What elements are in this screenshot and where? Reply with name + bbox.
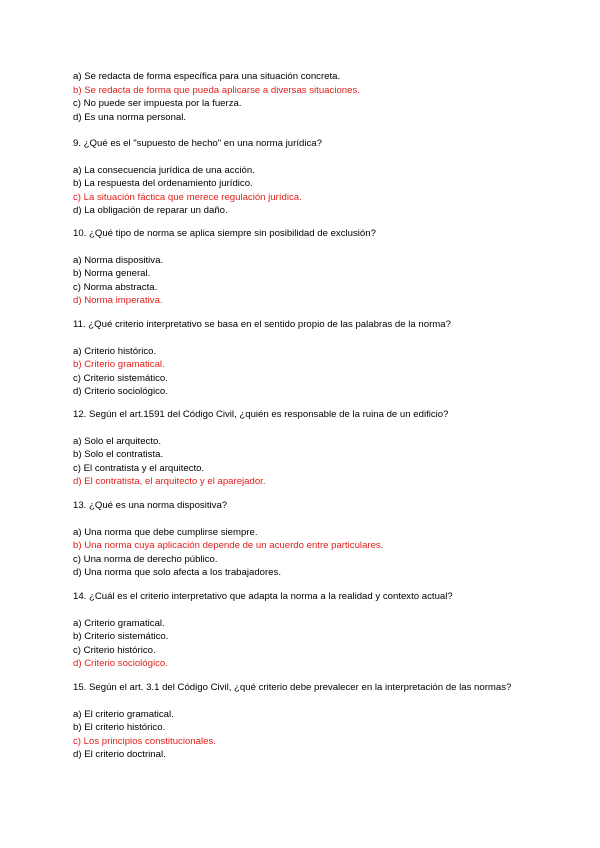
option-b: b) Solo el contratista. [73, 449, 164, 460]
option-c: c) El contratista y el arquitecto. [73, 462, 205, 474]
option-d: d) La obligación de reparar un daño. [73, 205, 228, 216]
option-d: d) El criterio doctrinal. [73, 749, 166, 760]
option-c: c) La situación fáctica que merece regulación jurídica. [73, 191, 302, 203]
intro-options [73, 70, 533, 124]
option-list [73, 345, 533, 399]
question-text: 13. ¿Qué es una norma dispositiva? [73, 500, 228, 511]
option-b: b) Una norma cuya aplicación depende de un acuerdo entre particulares. [73, 540, 384, 551]
option-a: a) Criterio histórico. [73, 345, 157, 357]
question-text: 9. ¿Qué es el "supuesto de hecho" en una norma jurídica? [73, 138, 322, 149]
option-d: d) El contratista, el arquitecto y el aparejador. [73, 476, 266, 487]
option-list [73, 526, 533, 580]
intro-option-a: a) Se redacta de forma específica para una situación concreta. [73, 71, 341, 82]
option-c: c) Criterio sistemático. [73, 372, 168, 384]
option-list [73, 617, 533, 671]
option-list [73, 435, 533, 489]
option-a: a) Solo el arquitecto. [73, 435, 161, 447]
option-a: a) Una norma que debe cumplirse siempre. [73, 526, 258, 538]
option-c: c) Criterio histórico. [73, 644, 156, 656]
question-text: 15. Según el art. 3.1 del Código Civil, ¿qué criterio debe prevalecer en la interpretación de las normas? [73, 682, 512, 693]
option-a: a) El criterio gramatical. [73, 708, 174, 720]
question-14 [73, 590, 533, 671]
question-text: 11. ¿Qué criterio interpretativo se basa en el sentido propio de las palabras de la norma? [73, 319, 451, 330]
option-d: d) Criterio sociológico. [73, 658, 168, 669]
option-a: a) Criterio gramatical. [73, 617, 165, 629]
option-d: d) Criterio sociológico. [73, 386, 168, 397]
question-text: 14. ¿Cuál es el criterio interpretativo que adapta la norma a la realidad y contexto actual? [73, 591, 453, 602]
option-b: b) La respuesta del ordenamiento jurídico. [73, 178, 253, 189]
option-list [73, 164, 533, 218]
option-list [73, 708, 533, 762]
option-b: b) Criterio gramatical. [73, 359, 165, 370]
option-c: c) Los principios constitucionales. [73, 735, 216, 747]
question-9 [73, 137, 533, 218]
option-d: d) Norma imperativa. [73, 295, 163, 306]
option-a: a) La consecuencia jurídica de una acción. [73, 164, 255, 176]
option-d: d) Una norma que solo afecta a los trabajadores. [73, 567, 281, 578]
question-13 [73, 499, 533, 580]
question-text: 10. ¿Qué tipo de norma se aplica siempre sin posibilidad de exclusión? [73, 228, 376, 239]
option-b: b) Norma general. [73, 268, 151, 279]
question-15 [73, 681, 533, 762]
option-a: a) Norma dispositiva. [73, 254, 164, 266]
question-11 [73, 318, 533, 399]
option-b: b) Criterio sistemático. [73, 631, 169, 642]
intro-option-c: c) No puede ser impuesta por la fuerza. [73, 98, 242, 109]
option-b: b) El criterio histórico. [73, 722, 166, 733]
question-text: 12. Según el art.1591 del Código Civil, ¿quién es responsable de la ruina de un edificio? [73, 409, 449, 420]
intro-option-d: d) Es una norma personal. [73, 111, 187, 123]
intro-option-b: b) Se redacta de forma que pueda aplicarse a diversas situaciones. [73, 84, 360, 96]
question-10 [73, 227, 533, 308]
option-c: c) Norma abstracta. [73, 281, 158, 293]
option-list [73, 254, 533, 308]
option-c: c) Una norma de derecho público. [73, 553, 218, 565]
question-12 [73, 408, 533, 489]
